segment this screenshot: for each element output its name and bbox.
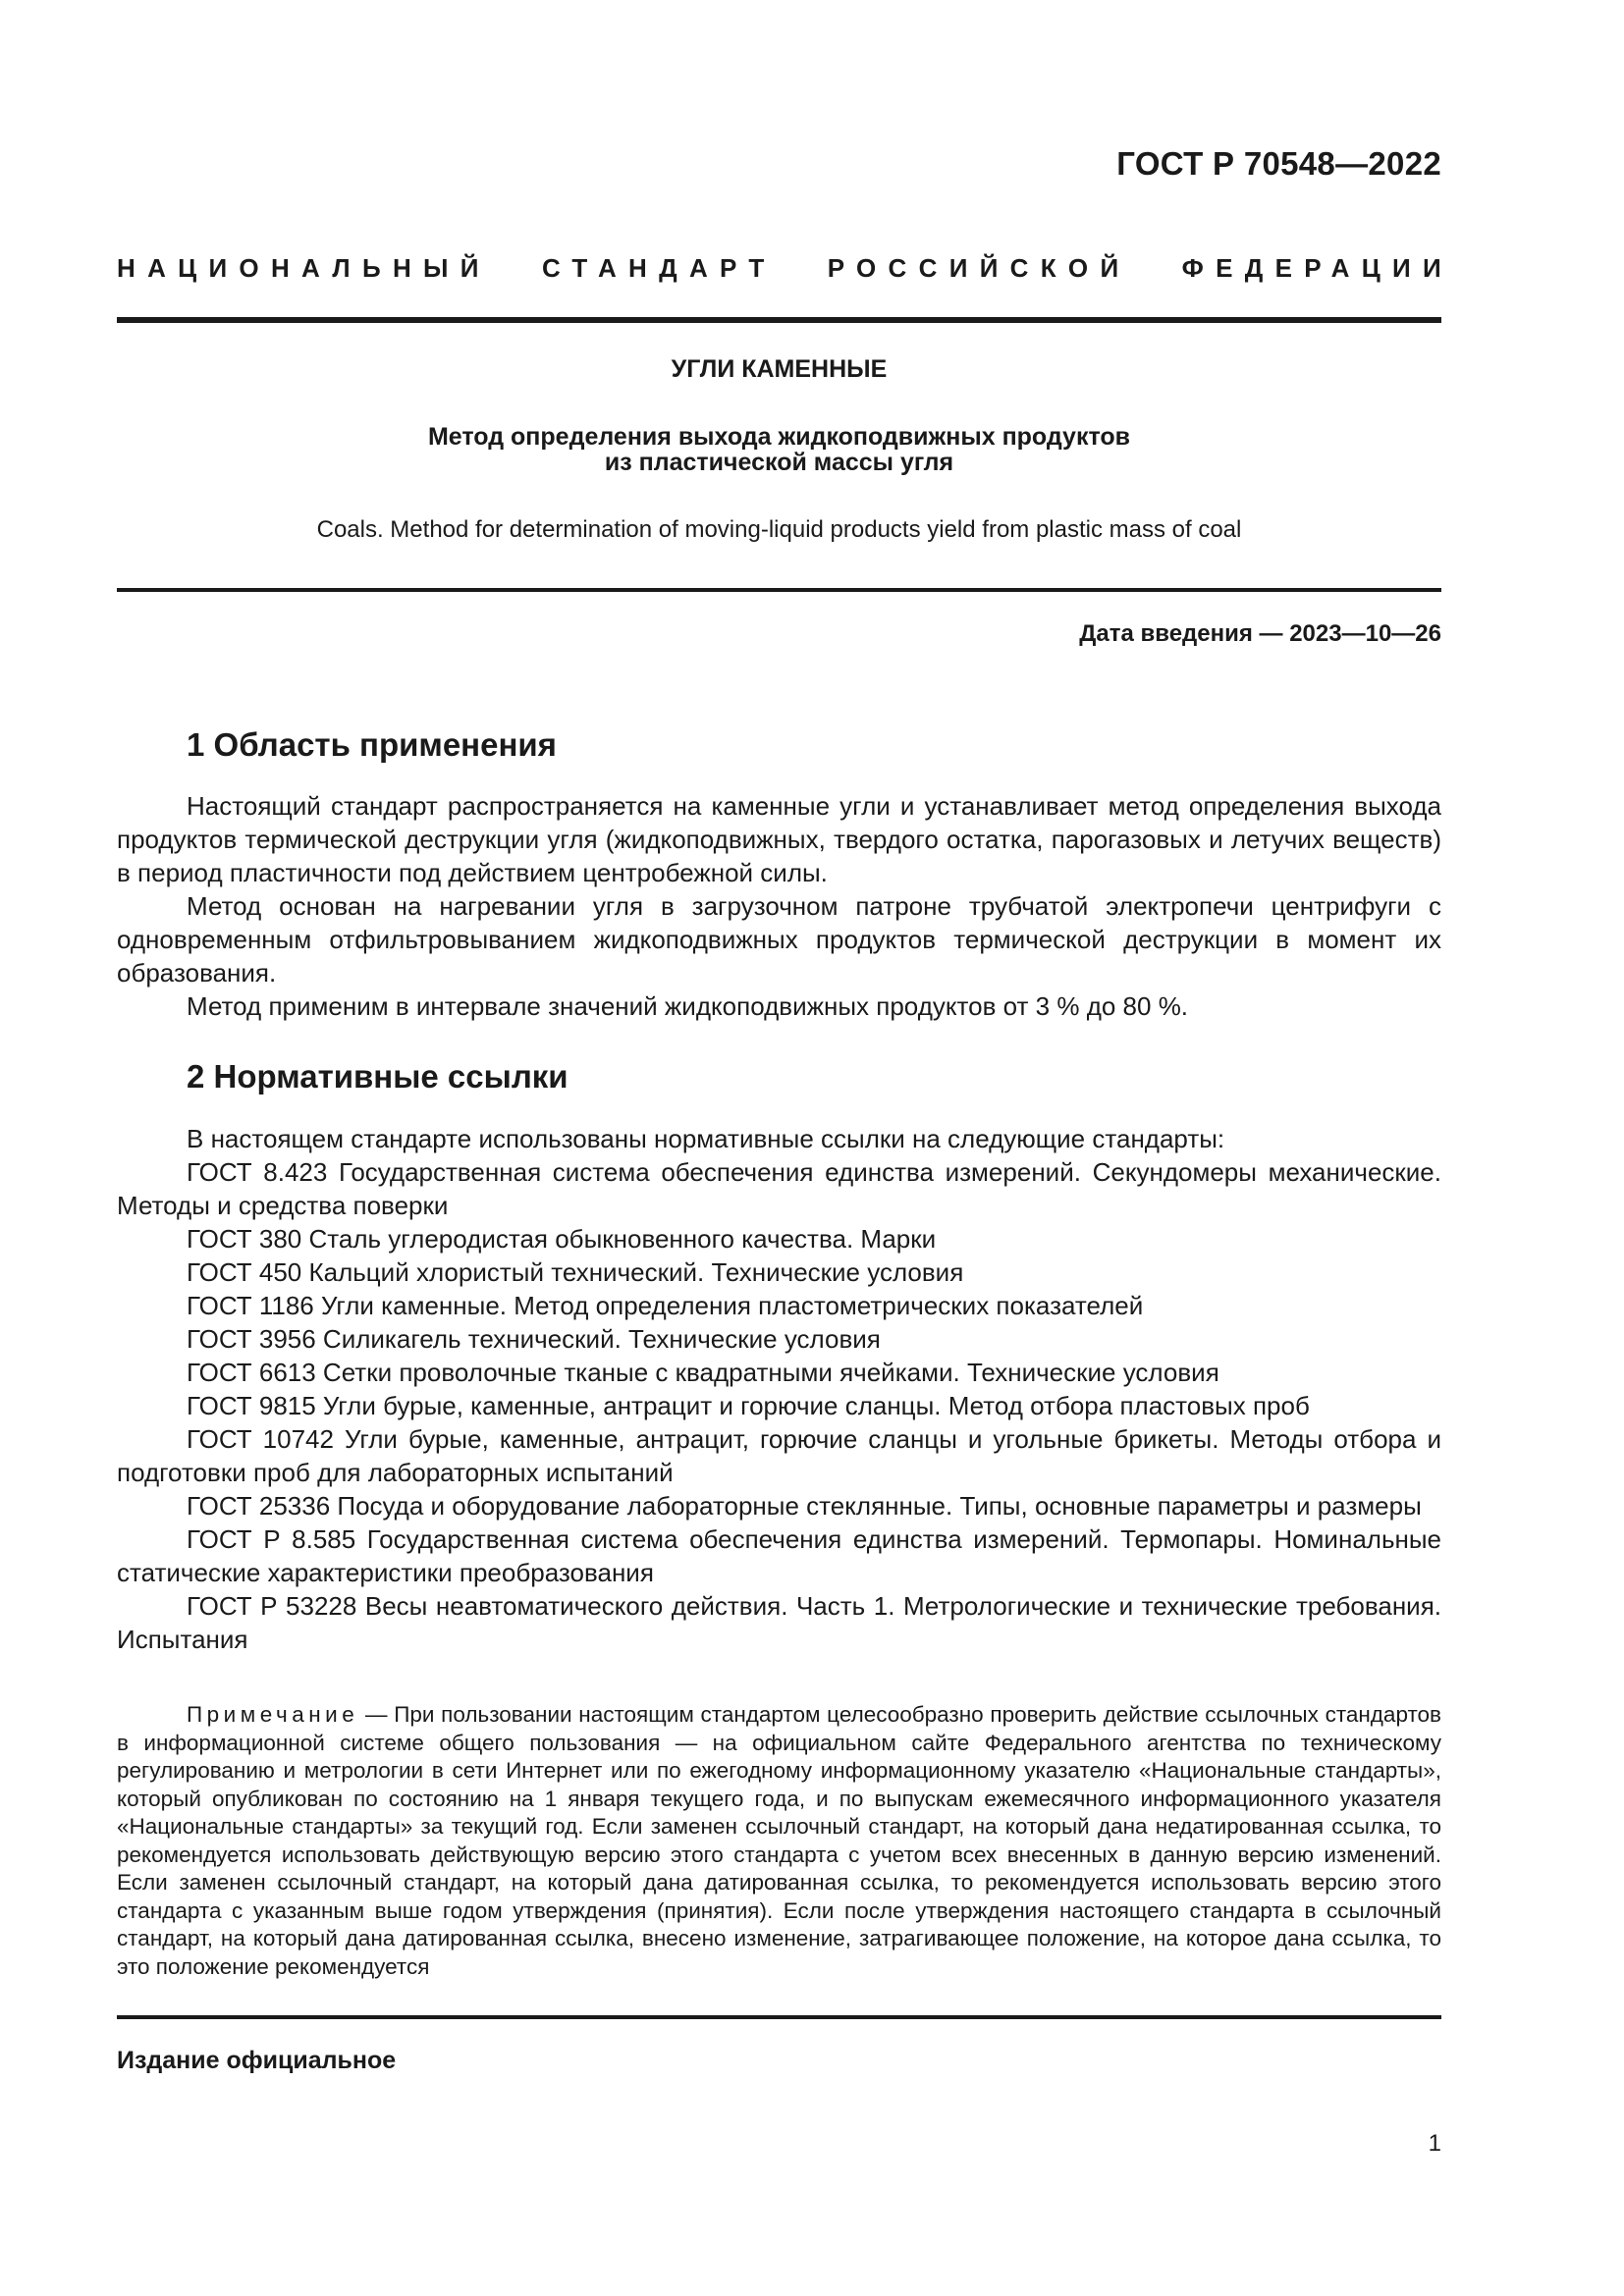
paragraph: Метод основан на нагревании угля в загрузочном патроне трубчатой электропечи центрифуги с одновременным отфильтровыванием жидкоподвижных продуктов термической деструкции в момент их образования. xyxy=(117,891,1441,988)
paragraph: В настоящем стандарте использованы нормативные ссылки на следующие стандарты: xyxy=(187,1124,1225,1153)
page-number: 1 xyxy=(1428,2130,1441,2157)
section-2-heading: 2 Нормативные ссылки xyxy=(187,1058,568,1095)
introduction-date: Дата введения — 2023—10—26 xyxy=(1079,620,1441,647)
title-divider xyxy=(117,588,1441,592)
national-standard-banner xyxy=(117,253,1453,284)
header-divider xyxy=(117,317,1441,323)
document-subtitle xyxy=(117,424,1441,475)
subtitle-line: Метод определения выхода жидкоподвижных продуктов xyxy=(427,423,1131,451)
reference-item: ГОСТ 450 Кальций хлористый технический. Технические условия xyxy=(187,1257,964,1287)
banner-word: НАЦИОНАЛЬНЫЙ xyxy=(117,253,491,283)
banner-word: СТАНДАРТ xyxy=(542,253,777,283)
reference-item: ГОСТ Р 53228 Весы неавтоматического действия. Часть 1. Метрологические и технические требования. Испытания xyxy=(117,1591,1441,1654)
note-paragraph xyxy=(117,1701,1441,1981)
official-edition-label: Издание официальное xyxy=(117,2047,397,2074)
banner-word: РОССИЙСКОЙ xyxy=(827,253,1131,283)
section-1-body xyxy=(117,789,1441,1023)
note-text: — При пользовании настоящим стандартом целесообразно проверить действие ссылочных стандартов в информационной системе общего пользования — на официальном сайте Федерального агентства по техническому регулированию и метрологии в сети Интернет или по ежегодному информационному указателю «Национальные стандарты», который опубликован по состоянию на 1 января текущего года, и по выпускам ежемесячного информационного указателя «Национальные стандарты» за текущий год. Если заменен ссылочный стандарт, на который дана недатированная ссылка, то рекомендуется использовать действующую версию этого стандарта с учетом всех внесенных в данную версию изменений. Если заменен ссылочный стандарт, на который дана датированная ссылка, то рекомендуется использовать версию этого стандарта с указанным выше годом утверждения (принятия). Если после утверждения настоящего стандарта в ссылочный стандарт, на который дана датированная ссылка, внесено изменение, затрагивающее положение, на которое дана ссылка, то это положение рекомендуется xyxy=(117,1702,1441,1979)
gost-number: ГОСТ Р 70548—2022 xyxy=(1116,145,1441,182)
document-title: УГЛИ КАМЕННЫЕ xyxy=(671,355,888,383)
reference-item: ГОСТ 3956 Силикагель технический. Технические условия xyxy=(187,1324,881,1354)
note-label: Примечание xyxy=(187,1702,359,1727)
reference-item: ГОСТ 8.423 Государственная система обеспечения единства измерений. Секундомеры механические. Методы и средства поверки xyxy=(117,1157,1441,1220)
footer-divider xyxy=(117,2015,1441,2019)
reference-item: ГОСТ 9815 Угли бурые, каменные, антрацит и горючие сланцы. Метод отбора пластовых проб xyxy=(187,1391,1310,1420)
section-1-heading: 1 Область применения xyxy=(187,726,557,763)
reference-item: ГОСТ 25336 Посуда и оборудование лабораторные стеклянные. Типы, основные параметры и размеры xyxy=(187,1491,1422,1521)
subtitle-line: из пластической массы угля xyxy=(604,449,954,476)
references-note xyxy=(117,1701,1441,1981)
reference-item: ГОСТ 6613 Сетки проволочные тканые с квадратными ячейками. Технические условия xyxy=(187,1358,1219,1387)
paragraph: Метод применим в интервале значений жидкоподвижных продуктов от 3 % до 80 %. xyxy=(187,991,1189,1021)
english-title: Coals. Method for determination of moving-liquid products yield from plastic mass of coal xyxy=(316,516,1242,543)
reference-item: ГОСТ 10742 Угли бурые, каменные, антрацит, горючие сланцы и угольные брикеты. Методы отбора и подготовки проб для лабораторных испытаний xyxy=(117,1424,1441,1487)
section-2-body xyxy=(117,1122,1441,1656)
banner-word: ФЕДЕРАЦИИ xyxy=(1181,253,1453,283)
paragraph: Настоящий стандарт распространяется на каменные угли и устанавливает метод определения выхода продуктов термической деструкции угля (жидкоподвижных, твердого остатка, парогазовых и летучих веществ) в период пластичности под действием центробежной силы. xyxy=(117,791,1441,887)
reference-item: ГОСТ 1186 Угли каменные. Метод определения пластометрических показателей xyxy=(187,1291,1144,1320)
reference-item: ГОСТ 380 Сталь углеродистая обыкновенного качества. Марки xyxy=(187,1224,937,1254)
reference-item: ГОСТ Р 8.585 Государственная система обеспечения единства измерений. Термопары. Номинальные статические характеристики преобразования xyxy=(117,1524,1441,1587)
